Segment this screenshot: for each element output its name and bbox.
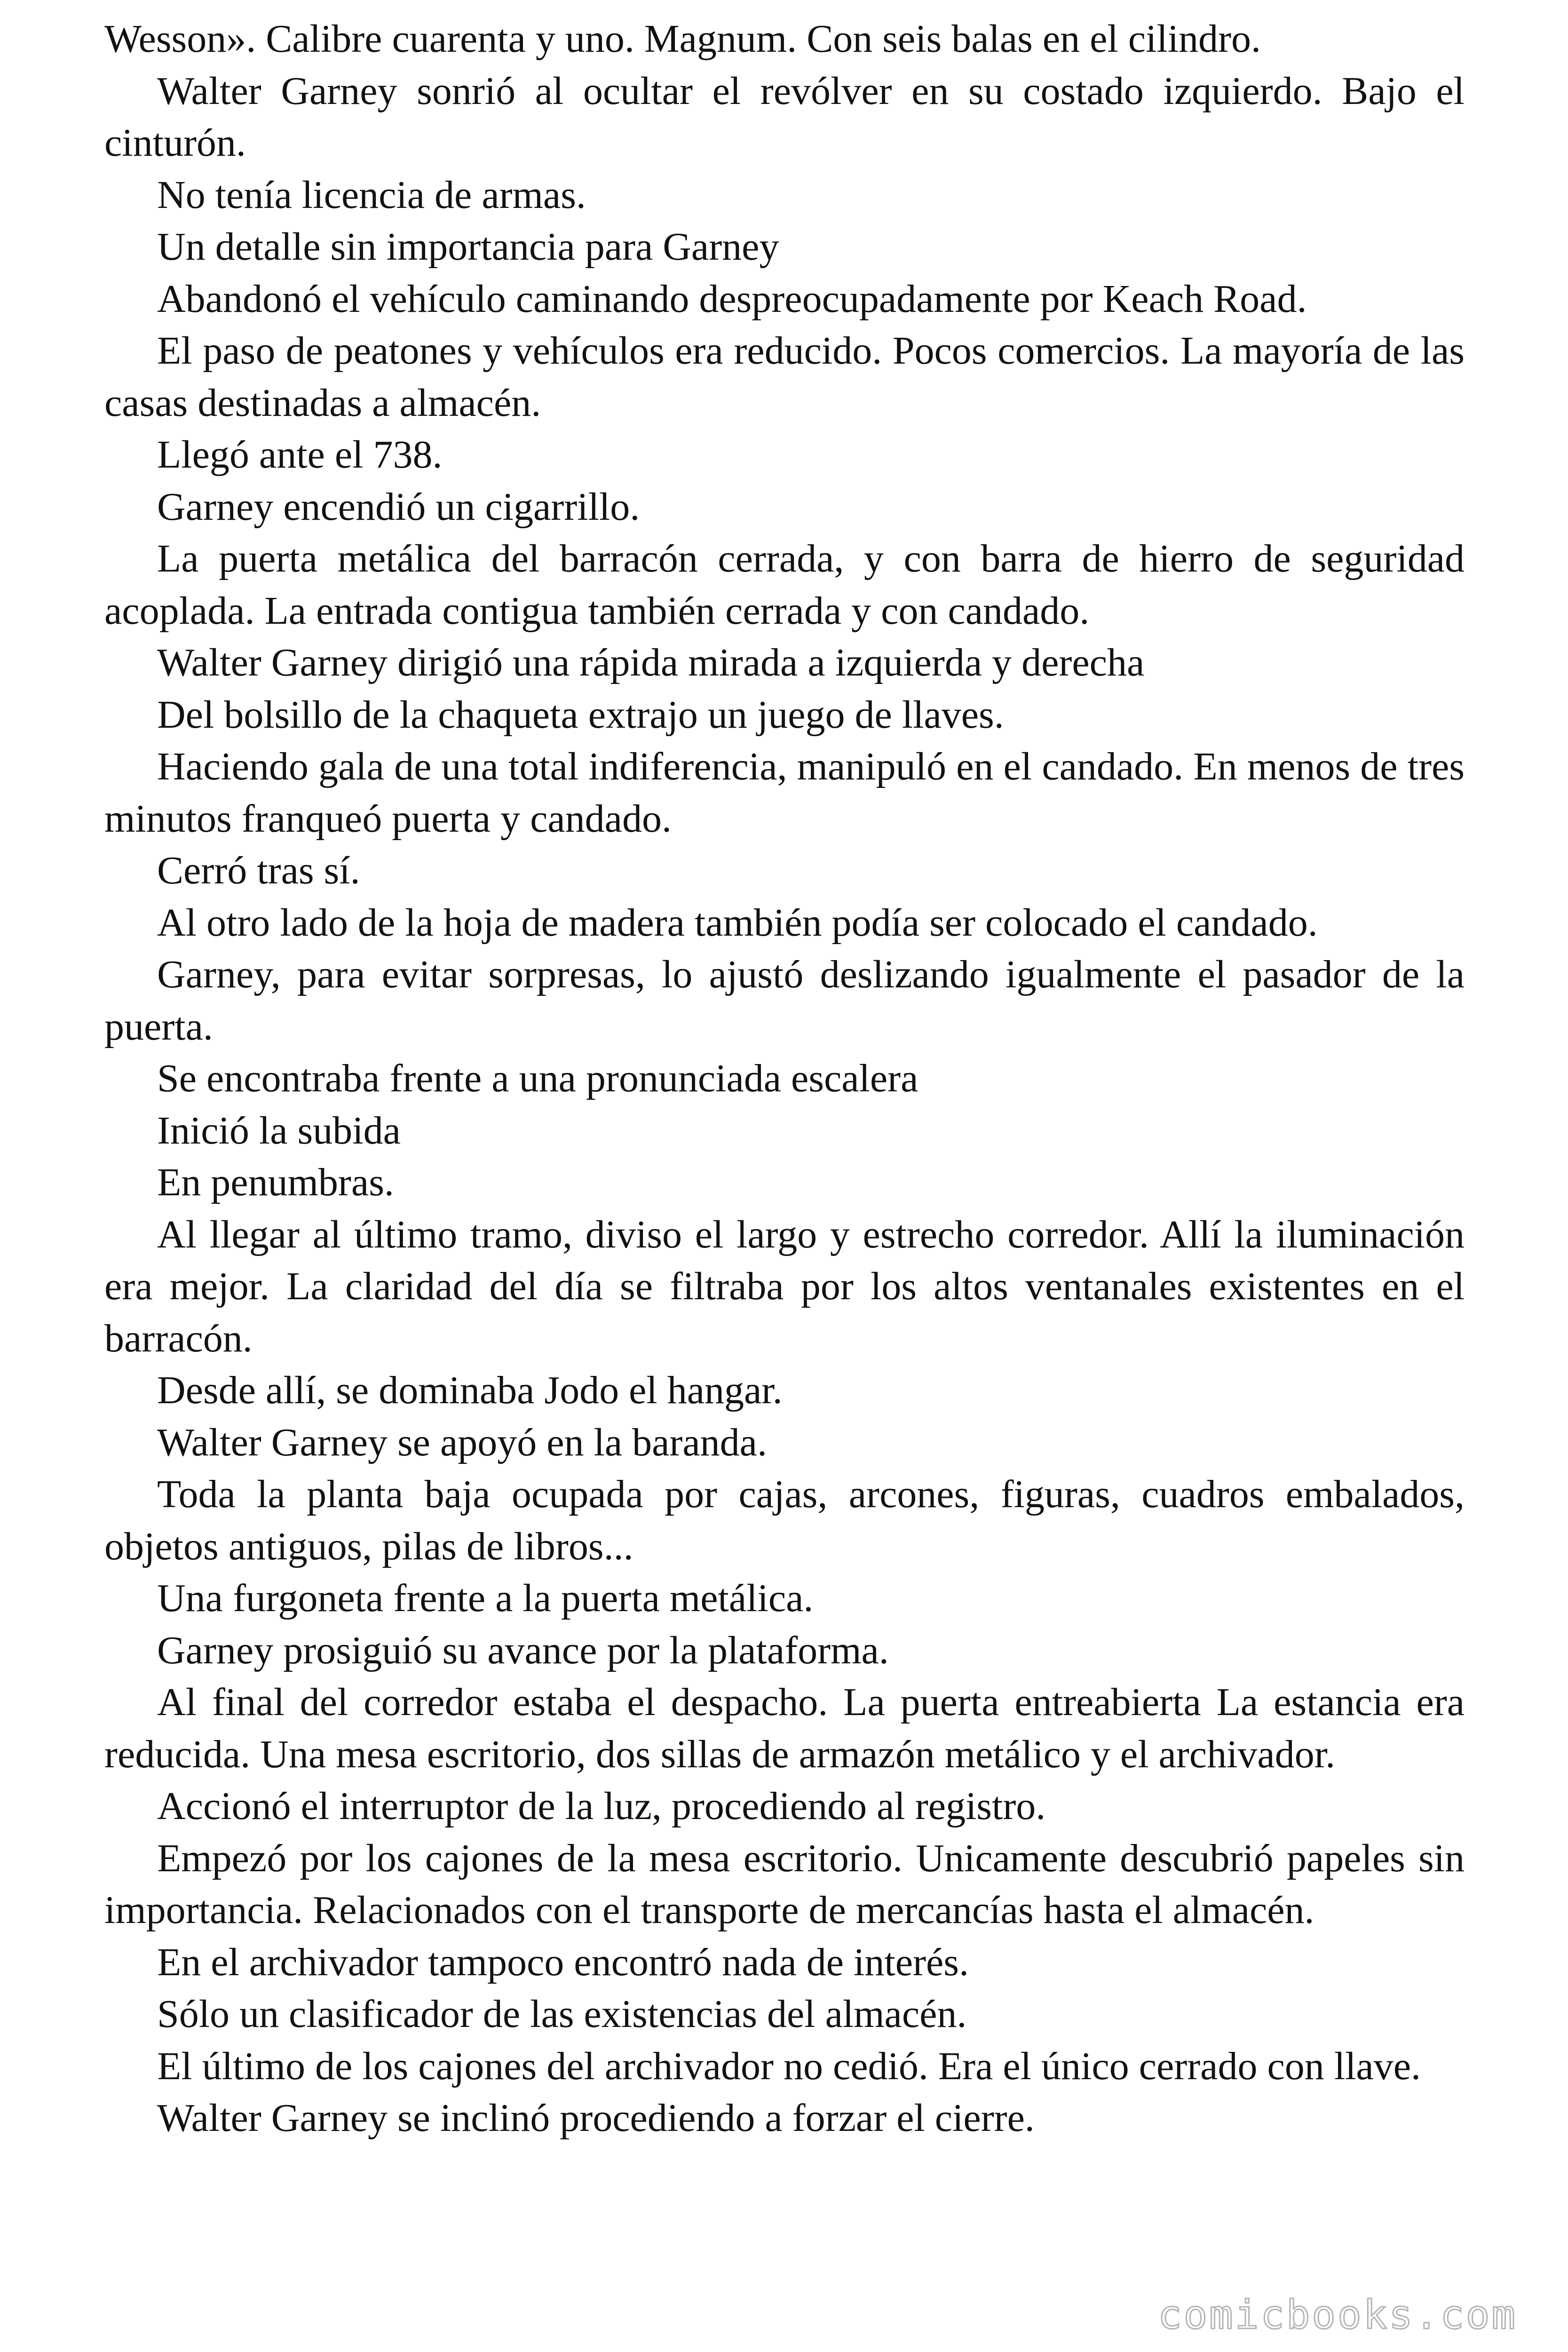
paragraph: Un detalle sin importancia para Garney xyxy=(157,225,779,269)
paragraph: Walter Garney sonrió al ocultar el revólver en su costado izquierdo. Bajo el cinturón. xyxy=(104,69,1465,165)
paragraph: Walter Garney se inclinó procediendo a forzar el cierre. xyxy=(157,2096,1035,2140)
paragraph: La puerta metálica del barracón cerrada, y con barra de hierro de seguridad acoplada. La entrada contigua también cerrada y con candado. xyxy=(104,537,1465,633)
paragraph: Cerró tras sí. xyxy=(157,849,360,892)
paragraph: Al llegar al último tramo, diviso el largo y estrecho corredor. Allí la iluminación era mejor. La claridad del día se filtraba por los altos ventanales existentes en el barracón. xyxy=(104,1212,1465,1360)
paragraph: Walter Garney se apoyó en la baranda. xyxy=(157,1420,767,1464)
paragraph: No tenía licencia de armas. xyxy=(157,173,586,217)
paragraph: Llegó ante el 738. xyxy=(157,433,443,477)
paragraph: Se encontraba frente a una pronunciada escalera xyxy=(157,1057,919,1100)
paragraph: Al final del corredor estaba el despacho. La puerta entreabierta La estancia era reducida. Una mesa escritorio, dos sillas de armazón metálico y el archivador. xyxy=(104,1680,1465,1776)
paragraph: Sólo un clasificador de las existencias del almacén. xyxy=(157,1992,967,2036)
paragraph: El último de los cajones del archivador no cedió. Era el único cerrado con llave. xyxy=(157,2044,1421,2088)
paragraph: Accionó el interruptor de la luz, procediendo al registro. xyxy=(157,1784,1046,1828)
paragraph: Garney, para evitar sorpresas, lo ajustó deslizando igualmente el pasador de la puerta. xyxy=(104,953,1465,1049)
paragraph: El paso de peatones y vehículos era reducido. Pocos comercios. La mayoría de las casas destinadas a almacén. xyxy=(104,329,1465,425)
paragraph: Empezó por los cajones de la mesa escritorio. Unicamente descubrió papeles sin importancia. Relacionados con el transporte de mercancías hasta el almacén. xyxy=(104,1836,1465,1932)
paragraph: Inició la subida xyxy=(157,1108,401,1152)
paragraph: Abandonó el vehículo caminando despreocupadamente por Keach Road. xyxy=(157,277,1307,321)
paragraph: En penumbras. xyxy=(157,1160,394,1204)
paragraph: Haciendo gala de una total indiferencia, manipuló en el candado. En menos de tres minutos franqueó puerta y candado. xyxy=(104,745,1465,841)
watermark-logo: comicbooks.com xyxy=(1158,2292,1518,2338)
paragraph: Del bolsillo de la chaqueta extrajo un juego de llaves. xyxy=(157,692,1004,737)
paragraph: Wesson». Calibre cuarenta y uno. Magnum. Con seis balas en el cilindro. xyxy=(104,17,1261,61)
body-text xyxy=(104,13,1465,2145)
paragraph: Garney prosiguió su avance por la plataforma. xyxy=(157,1628,889,1672)
paragraph: Una furgoneta frente a la puerta metálica. xyxy=(157,1576,814,1620)
paragraph: Walter Garney dirigió una rápida mirada a izquierda y derecha xyxy=(157,641,1145,684)
paragraph: Desde allí, se dominaba Jodo el hangar. xyxy=(157,1368,783,1412)
paragraph: Garney encendió un cigarrillo. xyxy=(157,485,640,529)
paragraph: Al otro lado de la hoja de madera también podía ser colocado el candado. xyxy=(157,900,1318,945)
paragraph: En el archivador tampoco encontró nada de interés. xyxy=(157,1940,969,1984)
paragraph: Toda la planta baja ocupada por cajas, arcones, figuras, cuadros embalados, objetos antiguos, pilas de libros... xyxy=(104,1472,1465,1568)
